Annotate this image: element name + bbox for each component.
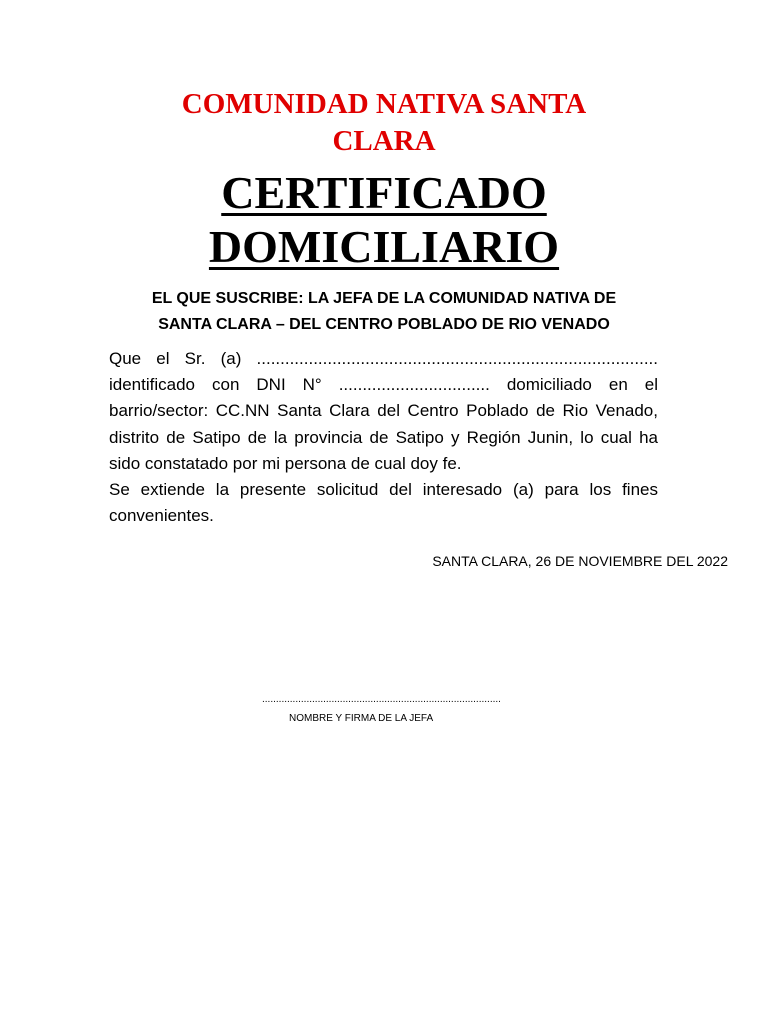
body-paragraph-1: Que el Sr. (a) ..................................................................................... identificado con DNI N° ................................ domiciliado en el barrio/sector: CC.NN Santa Clara del Centro Poblado de Rio Venado, distrito de Satipo de la provincia de Satipo y Región Junin, lo cual ha sido constatado por mi persona de cual doy fe. — [109, 349, 658, 473]
certificate-body — [109, 346, 658, 529]
community-name: COMUNIDAD NATIVA SANTA CLARA — [181, 88, 587, 157]
body-paragraph-2: Se extiende la presente solicitud del interesado (a) para los fines convenientes. — [109, 480, 658, 526]
place-and-date: SANTA CLARA, 26 DE NOVIEMBRE DEL 2022 — [432, 553, 728, 569]
document-title: CERTIFICADO DOMICILIARIO — [208, 167, 560, 272]
signature-label: NOMBRE Y FIRMA DE LA JEFA — [289, 713, 434, 724]
issuer-statement-line-2: SANTA CLARA – DEL CENTRO POBLADO DE RIO VENADO — [158, 316, 610, 333]
signature-line: ...................................................................................... — [262, 694, 501, 705]
issuer-statement — [100, 286, 668, 338]
issuer-statement-line-1: EL QUE SUSCRIBE: LA JEFA DE LA COMUNIDAD NATIVA DE — [151, 290, 617, 307]
